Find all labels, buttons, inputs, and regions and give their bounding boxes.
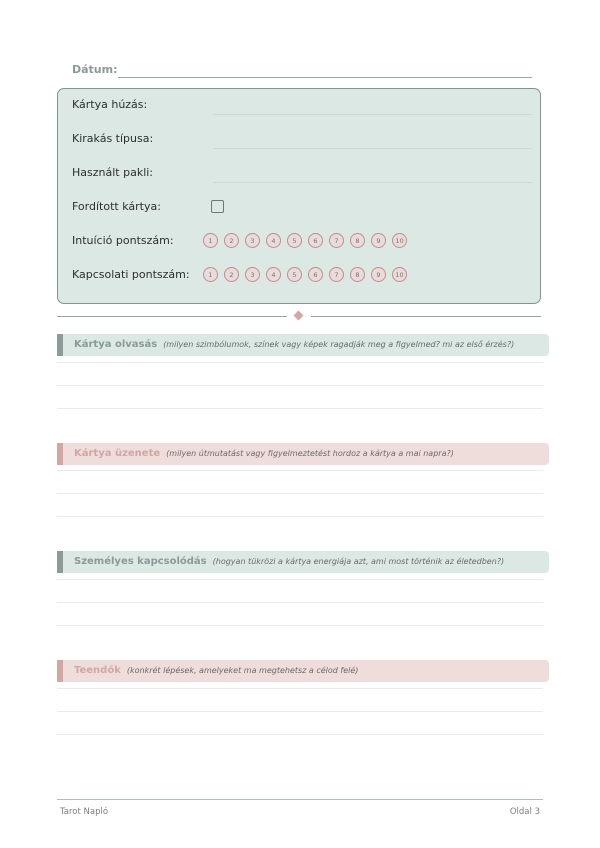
section-header-personal-connection	[57, 551, 549, 573]
connection-score-option[interactable]: 6	[308, 267, 323, 282]
writing-line[interactable]	[57, 734, 543, 735]
intuition-score-scale	[203, 233, 407, 248]
intuition-score-option[interactable]: 5	[287, 233, 302, 248]
intuition-score-option[interactable]: 1	[203, 233, 218, 248]
connection-score-option[interactable]: 10	[392, 267, 407, 282]
connection-score-label: Kapcsolati pontszám:	[72, 268, 190, 281]
section-hint: (konkrét lépések, amelyeket ma megtehetsz a célod felé)	[126, 666, 359, 675]
intuition-score-option[interactable]: 6	[308, 233, 323, 248]
footer-divider	[57, 799, 543, 800]
section-hint: (hogyan tükrözi a kártya energiája azt, ami most történik az életedben?)	[212, 557, 505, 566]
connection-score-option[interactable]: 2	[224, 267, 239, 282]
section-title: Személyes kapcsolódás (hogyan tükrözi a kártya energiája azt, ami most történik az életedben?)	[74, 556, 505, 567]
writing-line[interactable]	[57, 625, 543, 626]
deck-label: Használt pakli:	[72, 166, 154, 179]
connection-score-option[interactable]: 8	[350, 267, 365, 282]
page-number: Oldal 3	[509, 807, 540, 817]
reversed-card-label: Fordított kártya:	[72, 200, 161, 213]
connection-score-option[interactable]: 1	[203, 267, 218, 282]
intuition-score-option[interactable]: 7	[329, 233, 344, 248]
deck-field[interactable]	[213, 182, 532, 183]
writing-line[interactable]	[57, 688, 543, 689]
writing-line[interactable]	[57, 385, 543, 386]
connection-score-scale	[203, 267, 407, 282]
intuition-score-option[interactable]: 2	[224, 233, 239, 248]
section-hint: (milyen szimbólumok, színek vagy képek ragadják meg a figyelmed? mi az első érzés?)	[163, 340, 515, 349]
writing-line[interactable]	[57, 470, 543, 471]
connection-score-option[interactable]: 3	[245, 267, 260, 282]
section-header-card-reading	[57, 334, 549, 356]
section-title: Kártya olvasás (milyen szimbólumok, színek vagy képek ragadják meg a figyelmed? mi az első érzés?)	[74, 339, 515, 350]
writing-line[interactable]	[57, 579, 543, 580]
connection-score-option[interactable]: 9	[371, 267, 386, 282]
section-header-card-message	[57, 443, 549, 465]
intuition-score-option[interactable]: 10	[392, 233, 407, 248]
section-hint: (milyen útmutatást vagy figyelmeztetést hordoz a kártya a mai napra?)	[166, 449, 454, 458]
ornamental-divider	[57, 316, 541, 318]
writing-line[interactable]	[57, 711, 543, 712]
diamond-icon	[294, 311, 304, 321]
intuition-score-option[interactable]: 3	[245, 233, 260, 248]
date-input-line[interactable]	[118, 77, 532, 78]
writing-line[interactable]	[57, 602, 543, 603]
intuition-score-option[interactable]: 9	[371, 233, 386, 248]
writing-line[interactable]	[57, 362, 543, 363]
intuition-score-option[interactable]: 4	[266, 233, 281, 248]
footer-title: Tarot Napló	[60, 807, 109, 817]
card-draw-field[interactable]	[213, 114, 532, 115]
section-title: Teendők (konkrét lépések, amelyeket ma megtehetsz a célod felé)	[74, 665, 359, 676]
writing-line[interactable]	[57, 408, 543, 409]
writing-line[interactable]	[57, 493, 543, 494]
writing-line[interactable]	[57, 516, 543, 517]
section-title: Kártya üzenete (milyen útmutatást vagy figyelmeztetést hordoz a kártya a mai napra?)	[74, 448, 454, 459]
intuition-score-label: Intuíció pontszám:	[72, 234, 174, 247]
card-draw-label: Kártya húzás:	[72, 98, 148, 111]
card-info-box	[57, 88, 541, 304]
connection-score-option[interactable]: 7	[329, 267, 344, 282]
section-header-todos	[57, 660, 549, 682]
connection-score-option[interactable]: 5	[287, 267, 302, 282]
spread-type-label: Kirakás típusa:	[72, 132, 154, 145]
spread-type-field[interactable]	[213, 148, 532, 149]
date-row	[72, 62, 532, 80]
reversed-card-checkbox[interactable]	[211, 200, 224, 213]
connection-score-option[interactable]: 4	[266, 267, 281, 282]
intuition-score-option[interactable]: 8	[350, 233, 365, 248]
date-label: Dátum:	[72, 63, 118, 76]
